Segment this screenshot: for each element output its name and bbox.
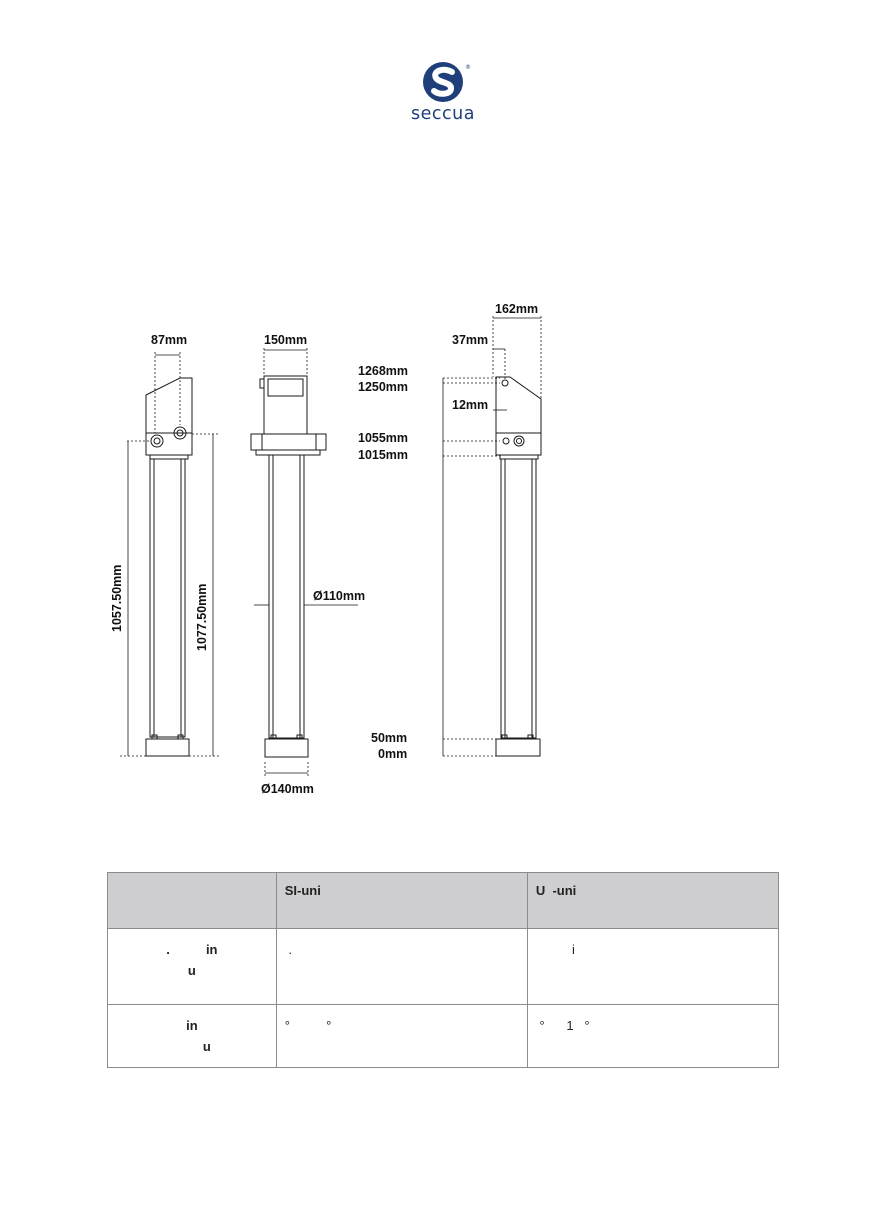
table-header-cell xyxy=(108,873,277,929)
front-view-unit xyxy=(146,378,192,756)
side-width-label: 150mm xyxy=(264,333,308,347)
side-view-unit xyxy=(251,376,326,757)
row-label-line: . in xyxy=(166,942,218,957)
row-label-line: u xyxy=(187,963,196,978)
us-value: i xyxy=(535,942,575,957)
table-header-cell: U -uni xyxy=(527,873,778,929)
row-label-line: in xyxy=(186,1018,198,1033)
table-header-row xyxy=(108,873,779,929)
front-left-height-label: 1057.50mm xyxy=(110,564,124,632)
si-value: . xyxy=(284,942,292,957)
table-row xyxy=(108,929,779,1005)
table-row-label xyxy=(108,929,277,1005)
spec-table xyxy=(107,872,779,1068)
us-value: ° 1 ° xyxy=(535,1018,590,1033)
level-0: 0mm xyxy=(378,747,408,761)
level-50: 50mm xyxy=(371,731,408,745)
table-cell xyxy=(527,1005,778,1068)
si-value: ° ° xyxy=(284,1018,332,1033)
table-row-label xyxy=(108,1005,277,1068)
table-cell xyxy=(527,929,778,1005)
profile-total-width-label: 162mm xyxy=(495,302,539,316)
level-1250: 1250mm xyxy=(358,380,409,394)
level-1268: 1268mm xyxy=(358,364,409,378)
profile-inset-label: 12mm xyxy=(452,398,489,412)
level-1055: 1055mm xyxy=(358,431,409,445)
brand-name: seccua xyxy=(411,104,475,124)
front-right-height-label: 1077.50mm xyxy=(195,583,209,651)
profile-view-unit xyxy=(496,377,541,756)
tube-diameter-label: Ø110mm xyxy=(313,589,366,603)
table-cell xyxy=(276,929,527,1005)
base-diameter-label: Ø140mm xyxy=(261,782,314,796)
level-1015: 1015mm xyxy=(358,448,409,462)
table-row xyxy=(108,1005,779,1068)
row-label-line: u xyxy=(202,1039,211,1054)
table-cell xyxy=(276,1005,527,1068)
profile-offset-label: 37mm xyxy=(452,333,489,347)
registered-mark: ® xyxy=(465,64,471,71)
table-header-cell: SI-uni xyxy=(276,873,527,929)
front-width-label: 87mm xyxy=(151,333,188,347)
